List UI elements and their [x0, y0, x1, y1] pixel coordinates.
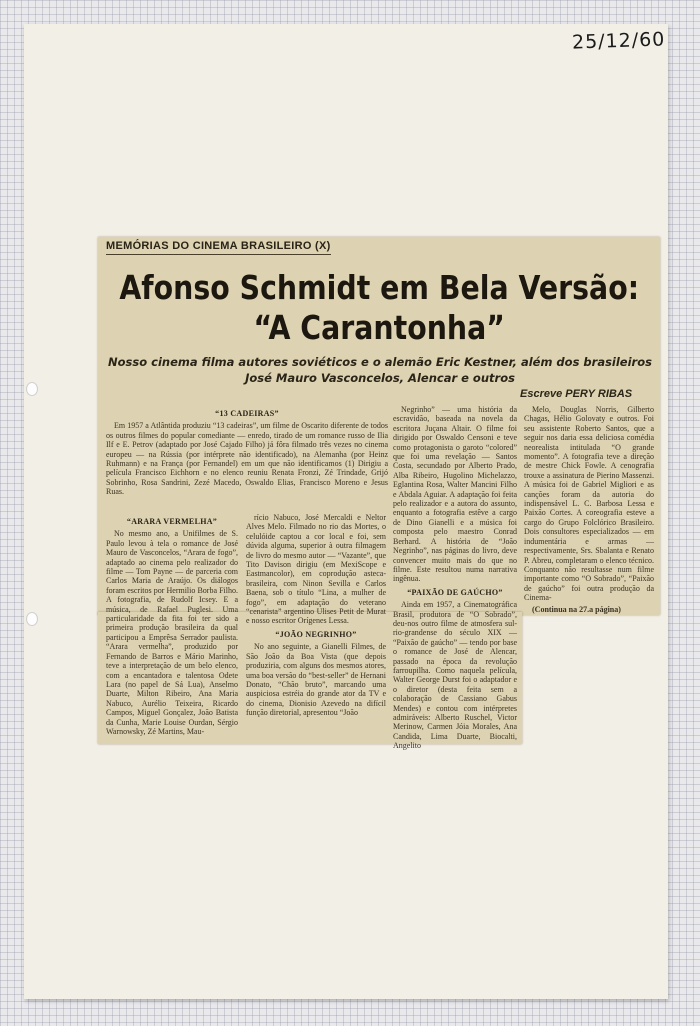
handwritten-date: 25/12/60 [571, 28, 666, 54]
article-column-paixao [393, 405, 517, 753]
subhead-cadeiras: “13 CADEIRAS” [215, 409, 279, 418]
paragraph-paixao: Ainda em 1957, a Cinematográfica Brasil, produtora de “O Sobrado”, deu-nos outro filme de atmosfera sul-rio-grandense do século XIX — “Paixão de gaúcho” — tendo por base o romance de José de Alencar, passado na época da revolução farroupilha. Como naquela película, Walter George Durst foi o adaptador e o diretor (desta feita sem a colaboração de Cassiano Gabus Mendes) e contou com intérpretes admiráveis: Alberto Ruschel, Victor Merinow, Carmen Jóia Morales, Ana Candida, Lima Duarte, Biocalti, Angelito [393, 600, 517, 751]
headline [104, 268, 654, 348]
subhead-arara: “ARARA VERMELHA” [126, 517, 218, 526]
subhead-joao: “JOÃO NEGRINHO” [275, 629, 357, 639]
subhead-paixao: “PAIXÃO DE GAÚCHO” [407, 587, 503, 597]
paragraph-joao-cont: Negrinho” — uma história da escravidão, baseada na novela da escritora Juçana Altair. O filme foi dirigido por Oswaldo Censoni e teve como protagonista o garoto “colored” que foi uma revelação — Santos Costa, secundado por Alberto Prado, Alba Ribeiro, Hugolino Michelazzo, Eglantina Rosa, Walter Mancini Filho e Abdala Aguiar. A adaptação foi feita pelo realizador e a autora do assunto, enquanto a fotografia estêve a cargo de Dino Gianelli e a música foi composta pelo maestro Conrad Berhard. A história de “João Negrinho”, nas páginas do livro, deve convencer muito mais do que no filme. Este resultou numa narrativa ingênua. [393, 405, 517, 584]
continued-note: (Continua na 27.a página) [532, 604, 621, 614]
paragraph-arara-cont: rício Nabuco, José Mercaldi e Neltor Alves Melo. Filmado no rio das Mortes, o celulóide captou a cor local e foi, sem dúvida alguma, superior à outra filmagem de livro do mesmo autor — “Vazante”, que Tito Davison dirigiu (em MexiScope e Eastmancolor), em coprodução asteca-brasileira, com Ninon Sevilla e Carlos Baena, sob o título “Lina, a mulher de fogo”, em adaptação do veterano “cenarista” argentino Ulises Petit de Murat e nosso escritor Orígenes Lessa. [246, 513, 386, 626]
article-column-arara [106, 513, 238, 738]
paragraph-arara: No mesmo ano, a Unifilmes de S. Paulo levou à tela o romance de José Mauro de Vasconcelos, “Arara de fogo”, adaptado ao cinema pelo realizador do filme — Tom Payne — de parceria com Carlos Maria de Araújo. Os diálogos foram escritos por Hermilio Borba Filho. A fotografia, de Rudolf Icsey. E a música, de Rafael Puglesi. Uma particularidade da fita foi ter sido a primeira produção brasileira da qual participou a Emprêsa Serrador paulista. “Arara vermelha”, produzido por Fernando de Barros e Mário Marinho, teve a interpretação de um belo elenco, com a encantadora e talentosa Odete Lara (no papel de Sá Lua), Anselmo Duarte, Milton Ribeiro, Ana Maria Nabuco, Aurélio Teixeira, Ricardo Campos, Miguel Gonçalez, João Batista da Cunha, Marie Louise Ourdan, Sérgio Warnowsky, Zé Martins, Mau- [106, 529, 238, 736]
article-column-paixao-cont [524, 405, 654, 616]
punch-hole [26, 382, 38, 396]
punch-hole [26, 612, 38, 626]
headline-line-2: “A Carantonha” [253, 308, 505, 347]
byline: Escreve PERY RIBAS [520, 388, 633, 400]
section-label: MEMÓRIAS DO CINEMA BRASILEIRO (X) [106, 240, 331, 255]
paragraph-paixao-cont: Melo, Douglas Norris, Gilberto Chagas, Hélio Golovaty e outros. Foi seu assistente Roberto Santos, que a seguir nos daria essa deliciosa comédia neorealista intitulada “O grande momento”. A fotografia teve a direção de mestre Chick Fowle. A cenografia trouxe a assinatura de Pierino Massenzi. A música foi de Gabriel Migliori e as canções foram da autoria do indispensável L. C. Barbosa Lessa e Paixão Cortes. A coreografia esteve a cargo do Grupo Folclórico Brasileiro. Dois consultores especializados — em indumentária e armas — respectivamente, Srs. Sbalanta e Renato P. Abreu, completaram o elenco técnico. Conquanto não resultasse num filme importante como “O Sobrado”, “Paixão de gaúcho” foi outra produção da Cinema- [524, 405, 654, 603]
subheadline: Nosso cinema filma autores soviéticos e o alemão Eric Kestner, além dos brasileiros José Mauro Vasconcelos, Alencar e outros [108, 355, 652, 385]
headline-line-1: Afonso Schmidt em Bela Versão: [119, 268, 640, 307]
article-column-cadeiras [106, 405, 388, 499]
paragraph-cadeiras: Em 1957 a Atlântida produziu “13 cadeiras”, um filme de Oscarito diferente de todos os outros filmes do popular comediante — enredo, tirado de um romance russo de Ilia Ilf e E. Petrov (adaptado por José Cajado Filho) já fôra filmado três vezes no cinema europeu — na Rússia (por intérprete não identificado), na Alemanha (por Heinz Ruhmann) e na França (por Fernandel) em um que não identificamos (1) Dirigiu a película Francisco Eichhorn e no elenco reuniu Renata Fronzi, Zé Trindade, Grijó Sobrinho, Rosa Sandrini, Zezé Macedo, Oswaldo Elias, Francisco Moreno e Jesus Ruas. [106, 421, 388, 497]
paragraph-joao: No ano seguinte, a Gianelli Filmes, de São João da Boa Vista (que depois produziria, com alguns dos mesmos atores, uma boa versão do “best-seller” de Hernani Donato, “Chão bruto”, marcando uma auspiciosa estréia do grande ator da TV e do cinema, Dionisio Azevedo na difícil função diretorial, apresentou “João [246, 642, 386, 718]
article-column-joao [246, 513, 386, 720]
